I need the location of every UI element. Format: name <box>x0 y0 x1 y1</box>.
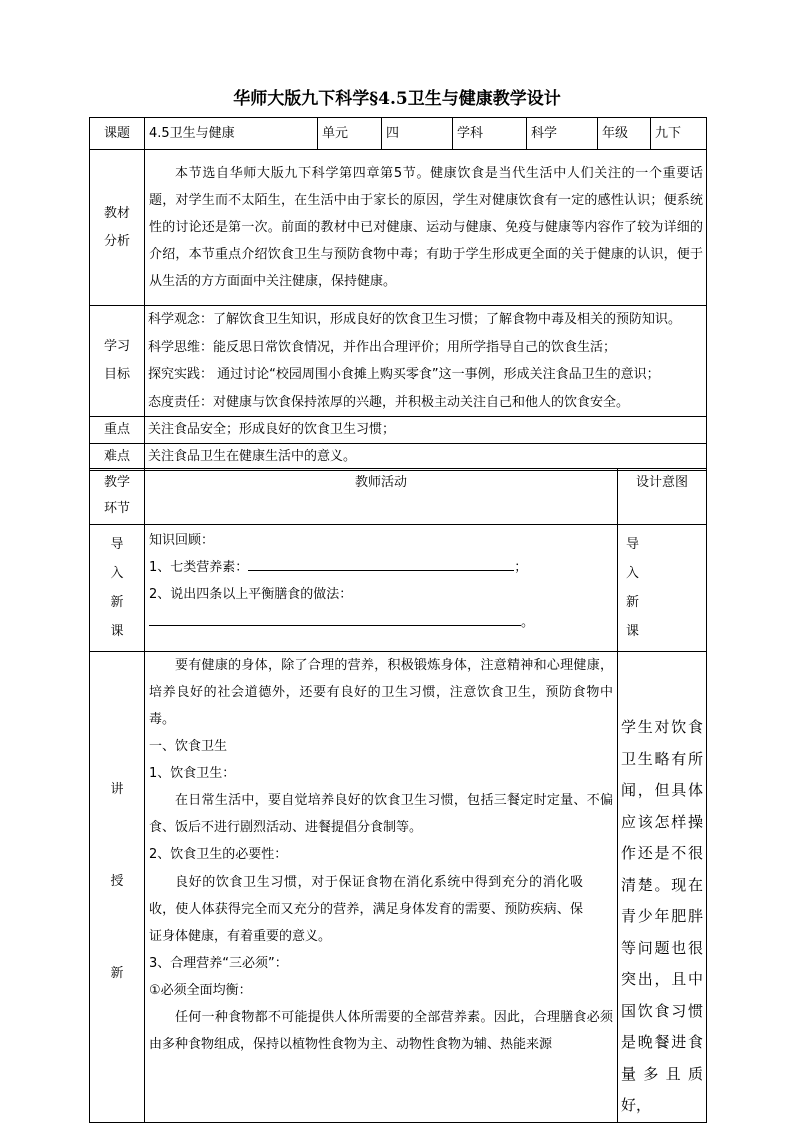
info-table <box>89 117 707 471</box>
intent-line: 国饮食习惯 <box>621 1001 703 1020</box>
intro-row <box>90 525 707 652</box>
difficulty-row <box>90 444 707 471</box>
answer-blank-2[interactable] <box>149 611 521 626</box>
intent-line: 是晚餐进食 <box>621 1033 703 1051</box>
analysis-row <box>90 150 707 306</box>
intro-stage <box>90 525 145 652</box>
intent-line: 突出，且中 <box>621 970 703 988</box>
objective-line-2: 科学思维：能反思日常饮食情况，并作出合理评价；用所学指导自己的饮食生活； <box>148 339 617 355</box>
page-title: 华师大版九下科学§4.5卫生与健康教学设计 <box>233 89 561 109</box>
topic-label: 课题 <box>90 118 145 150</box>
lecture-stage <box>90 652 145 1123</box>
answer-blank-1[interactable] <box>248 556 514 571</box>
intent-line: 学生对饮食 <box>621 718 703 736</box>
review-title: 知识回顾： <box>149 533 215 548</box>
intro-activity <box>145 525 618 652</box>
intent-line: 等问题也很 <box>621 938 703 957</box>
process-header-row <box>90 469 707 525</box>
lecture-intent <box>618 652 707 1123</box>
diet-hygiene-paragraph: 在日常生活中，要自觉培养良好的饮食卫生习惯，包括三餐定时定量、不偏食、饭后不进行剧烈活动、进餐提倡分食制等。 <box>149 793 613 836</box>
intro-intent-char: 课 <box>626 624 640 639</box>
intent-line: 应该怎样操 <box>621 812 703 831</box>
lecture-intro-paragraph: 要有健康的身体，除了合理的营养，积极锻炼身体，注意精神和心理健康，培养良好的社会道德外，还要有良好的卫生习惯，注意饮食卫生，预防食物中毒。 <box>149 658 613 727</box>
teacher-activity-header: 教师活动 <box>145 469 618 525</box>
analysis-label-line2: 分析 <box>103 233 130 249</box>
intro-intent-char: 新 <box>626 595 640 610</box>
objectives-row <box>90 306 707 417</box>
lecture-stage-char: 授 <box>110 874 124 889</box>
intro-stage-char: 新 <box>110 595 124 610</box>
difficulty-text: 关注食品卫生在健康生活中的意义。 <box>145 444 707 471</box>
subject-value: 科学 <box>527 118 598 150</box>
necessity-paragraph: 良好的饮食卫生习惯，对于保证食物在消化系统中得到充分的消化吸收，使人体获得完全而又充分的营养，满足身体发育的需要、预防疾病、保证身体健康，有着重要的意义。 <box>149 874 583 944</box>
lecture-activity <box>145 652 618 1123</box>
key-point-text: 关注食品安全；形成良好的饮食卫生习惯； <box>145 417 707 444</box>
analysis-label-line1: 教材 <box>103 205 130 221</box>
topic-value: 4.5卫生与健康 <box>145 118 318 150</box>
objectives-label-line1: 学习 <box>103 339 130 354</box>
intent-line: 闻，但具体 <box>621 781 703 799</box>
subheading-1-1: 1、饮食卫生： <box>149 766 236 782</box>
intro-intent <box>618 525 707 652</box>
lecture-stage-char: 新 <box>110 966 124 981</box>
intro-stage-char: 课 <box>110 624 124 639</box>
intent-line: 作还是不很 <box>621 844 703 862</box>
difficulty-label: 难点 <box>90 444 145 471</box>
review-q2-line <box>149 609 613 636</box>
objective-line-1: 科学观念：了解饮食卫生知识，形成良好的饮食卫生习惯；了解食物中毒及相关的预防知识。 <box>148 312 682 327</box>
intro-intent-char: 入 <box>626 566 640 581</box>
intent-line: 青少年肥胖 <box>621 907 703 925</box>
intent-line: 量多且质好， <box>621 1064 703 1114</box>
intent-line: 卫生略有所 <box>621 749 703 768</box>
grade-label: 年级 <box>598 118 651 150</box>
stage-header-line2: 环节 <box>103 501 130 516</box>
objective-line-4: 态度责任：对健康与饮食保持浓厚的兴趣，并积极主动关注自己和他人的饮食安全。 <box>148 394 630 410</box>
balance-paragraph: 任何一种食物都不可能提供人体所需要的全部营养素。因此，合理膳食必须由多种食物组成，保持以植物性食物为主、动物性食物为辅、热能来源 <box>149 1010 613 1053</box>
objectives-label-line2: 目标 <box>103 367 130 382</box>
review-q1-end: ； <box>514 560 528 576</box>
intro-stage-char: 入 <box>110 566 124 581</box>
review-q2: 2、说出四条以上平衡膳食的做法： <box>149 587 353 603</box>
lecture-stage-char: 讲 <box>110 782 124 797</box>
intent-line: 清楚。现在 <box>621 875 703 894</box>
analysis-label <box>90 150 145 306</box>
key-point-label: 重点 <box>90 417 145 444</box>
lecture-row <box>90 652 707 1123</box>
process-table <box>89 468 707 1123</box>
key-point-row <box>90 417 707 444</box>
intro-intent-char: 导 <box>626 537 640 552</box>
analysis-text: 本节选自华师大版九下科学第四章第5节。健康饮食是当代生活中人们关注的一个重要话题，对学生而不太陌生，在生活中由于家长的原因，学生对健康饮食有一定的感性认识；便系统性的讨论还是第一次。前面的教材中已对健康、运动与健康、免疫与健康等内容作了较为详细的介绍，本节重点介绍饮食卫生与预防食物中毒；有助于学生形成更全面的关于健康的认识，便于从生活的方方面面中关注健康，保持健康。 <box>149 166 703 289</box>
objective-line-3: 探究实践： 通过讨论“校园周围小食摊上购买零食”这一事例，形成关注食品卫生的意识； <box>148 367 660 382</box>
review-q1-text: 1、七类营养素： <box>149 560 249 576</box>
stage-header-line1: 教学 <box>103 475 130 490</box>
stage-header <box>90 469 145 525</box>
review-q2-end: 。 <box>521 614 535 630</box>
objectives-label <box>90 306 145 417</box>
section-heading-1: 一、饮食卫生 <box>149 739 228 754</box>
subheading-1-3: 3、合理营养“三必须”： <box>149 955 288 971</box>
review-q1 <box>149 554 613 581</box>
subheading-1-3-1: ①必须全面均衡： <box>149 982 252 998</box>
intro-stage-char: 导 <box>110 537 124 552</box>
unit-label: 单元 <box>318 118 382 150</box>
subheading-1-2: 2、饮食卫生的必要性： <box>149 847 288 863</box>
unit-value: 四 <box>382 118 453 150</box>
grade-value: 九下 <box>651 118 707 150</box>
subject-label: 学科 <box>453 118 527 150</box>
header-row <box>90 118 707 150</box>
design-intent-header: 设计意图 <box>618 469 707 525</box>
